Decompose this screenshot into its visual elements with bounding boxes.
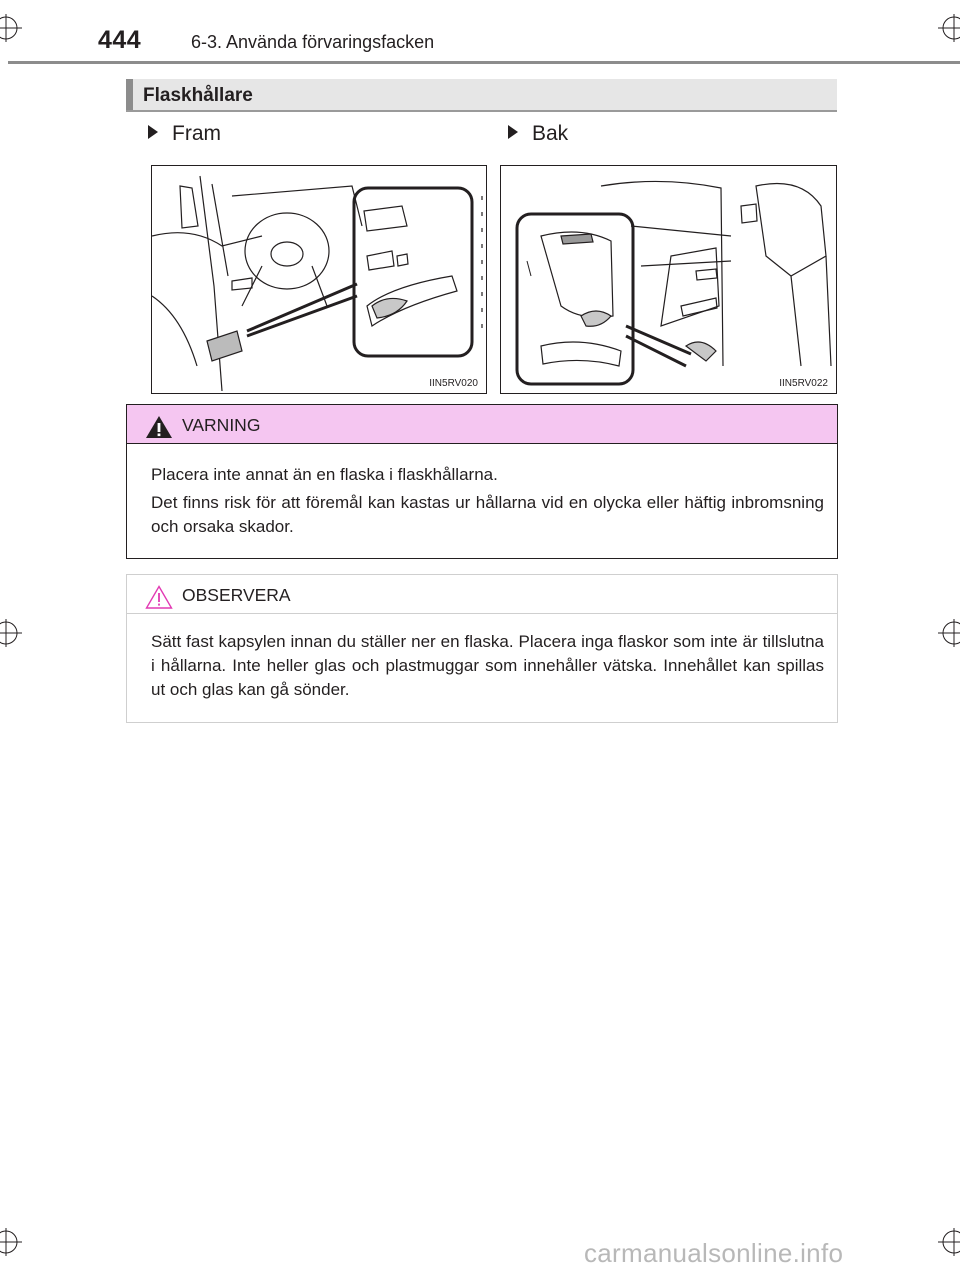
header-rule bbox=[8, 61, 960, 64]
figure-label-front: Fram bbox=[148, 122, 221, 146]
section-accent bbox=[126, 79, 133, 110]
warning-paragraph: Det finns risk för att föremål kan kastas ur hållarna vid en olycka eller häftig inbromsning och orsaka skador. bbox=[151, 493, 824, 536]
warning-title: VARNING bbox=[182, 415, 261, 435]
figure-code: IIN5RV022 bbox=[779, 378, 828, 389]
warning-box bbox=[126, 404, 838, 559]
page-number: 444 bbox=[98, 26, 142, 54]
crop-mark-top-left bbox=[0, 10, 40, 50]
notice-paragraph: Sätt fast kapsylen innan du ställer ner en flaska. Placera inga flaskor som inte är tillslutna i hållarna. Inte heller glas och plastmuggar som innehåller vätska. Innehållet kan spillas ut och glas kan gå sönder. bbox=[151, 632, 824, 699]
section-heading bbox=[126, 79, 837, 112]
caution-triangle-icon bbox=[145, 585, 173, 609]
crop-mark-mid-right bbox=[930, 615, 960, 651]
chapter-title: 6-3. Använda förvaringsfacken bbox=[191, 32, 435, 52]
section-title: Flaskhållare bbox=[143, 85, 253, 106]
warning-paragraph: Placera inte annat än en flaska i flaskhållarna. bbox=[151, 465, 498, 484]
warning-header bbox=[127, 405, 837, 444]
crop-mark-mid-left bbox=[0, 615, 30, 651]
watermark: carmanualsonline.info bbox=[584, 1238, 844, 1268]
crop-mark-top-right bbox=[930, 10, 960, 50]
notice-title: OBSERVERA bbox=[182, 585, 291, 605]
warning-triangle-icon bbox=[145, 415, 173, 439]
front-door-illustration bbox=[152, 166, 487, 394]
notice-header bbox=[127, 575, 837, 614]
triangle-bullet-icon bbox=[148, 125, 158, 139]
figure-label-rear: Bak bbox=[508, 122, 568, 146]
crop-mark-bottom-right bbox=[930, 1222, 960, 1262]
figure-code: IIN5RV020 bbox=[429, 378, 478, 389]
rear-door-illustration bbox=[501, 166, 837, 394]
triangle-bullet-icon bbox=[508, 125, 518, 139]
crop-mark-bottom-left bbox=[0, 1222, 30, 1262]
notice-box bbox=[126, 574, 838, 723]
figure-front-bottle-holder bbox=[151, 165, 487, 394]
figure-rear-bottle-holder bbox=[500, 165, 837, 394]
